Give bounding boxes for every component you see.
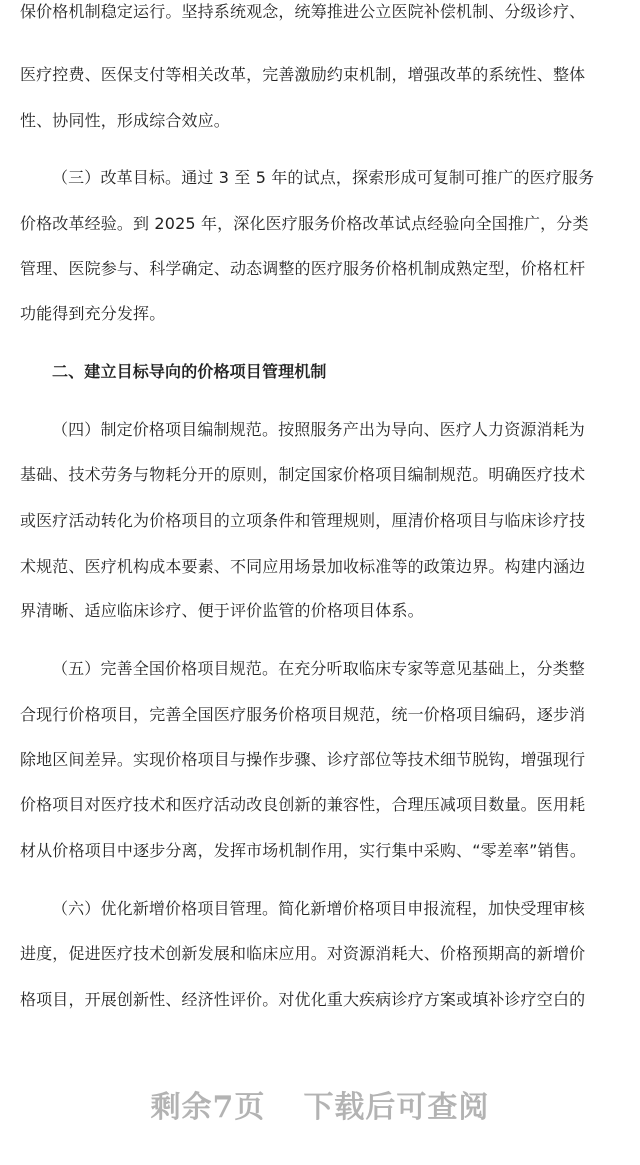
paragraph-line: （五）完善全国价格项目规范。在充分听取临床专家等意见基础上，分类整 [52, 659, 585, 678]
paragraph-line: 界清晰、适应临床诊疗、便于评价监管的价格项目体系。 [20, 601, 424, 620]
paragraph-line: （四）制定价格项目编制规范。按照服务产出为导向、医疗人力资源消耗为 [52, 420, 585, 439]
paragraph-line: 医疗控费、医保支付等相关改革，完善激励约束机制，增强改革的系统性、整体 [20, 65, 586, 84]
section-heading: 二、建立目标导向的价格项目管理机制 [52, 362, 327, 381]
paragraph-line: （三）改革目标。通过 3 至 5 年的试点，探索形成可复制可推广的医疗服务 [52, 168, 595, 187]
paragraph-line: 材从价格项目中逐步分离，发挥市场机制作用，实行集中采购、“零差率”销售。 [20, 841, 586, 860]
paragraph-line: 合现行价格项目，完善全国医疗服务价格项目规范，统一价格项目编码，逐步消 [20, 705, 586, 724]
download-to-read-more-banner[interactable] [0, 1082, 640, 1126]
paragraph-line: 价格项目对医疗技术和医疗活动改良创新的兼容性，合理压减项目数量。医用耗 [20, 795, 586, 814]
paragraph-line: 或医疗活动转化为价格项目的立项条件和管理规则，厘清价格项目与临床诊疗技 [20, 511, 586, 530]
paragraph-line: 保价格机制稳定运行。坚持系统观念，统筹推进公立医院补偿机制、分级诊疗、 [20, 2, 586, 21]
remaining-pages-text[interactable]: 剩余7页 [150, 1090, 266, 1125]
paragraph-line: 术规范、医疗机构成本要素、不同应用场景加收标准等的政策边界。构建内涵边 [20, 557, 586, 576]
paragraph-line: 格项目，开展创新性、经济性评价。对优化重大疾病诊疗方案或填补诊疗空白的 [20, 990, 586, 1009]
paragraph-line: 进度，促进医疗技术创新发展和临床应用。对资源消耗大、价格预期高的新增价 [20, 944, 586, 963]
paragraph-line: （六）优化新增价格项目管理。简化新增价格项目申报流程，加快受理审核 [52, 899, 585, 918]
paragraph-line: 管理、医院参与、科学确定、动态调整的医疗服务价格机制成熟定型，价格杠杆 [20, 259, 586, 278]
paragraph-line: 价格改革经验。到 2025 年，深化医疗服务价格改革试点经验向全国推广，分类 [20, 214, 589, 233]
paragraph-line: 功能得到充分发挥。 [20, 304, 166, 323]
paragraph-line: 基础、技术劳务与物耗分开的原则，制定国家价格项目编制规范。明确医疗技术 [20, 465, 586, 484]
download-prompt-text[interactable]: 下载后可查阅 [303, 1090, 490, 1125]
paragraph-line: 性、协同性，形成综合效应。 [20, 111, 230, 130]
paragraph-line: 除地区间差异。实现价格项目与操作步骤、诊疗部位等技术细节脱钩，增强现行 [20, 750, 586, 769]
